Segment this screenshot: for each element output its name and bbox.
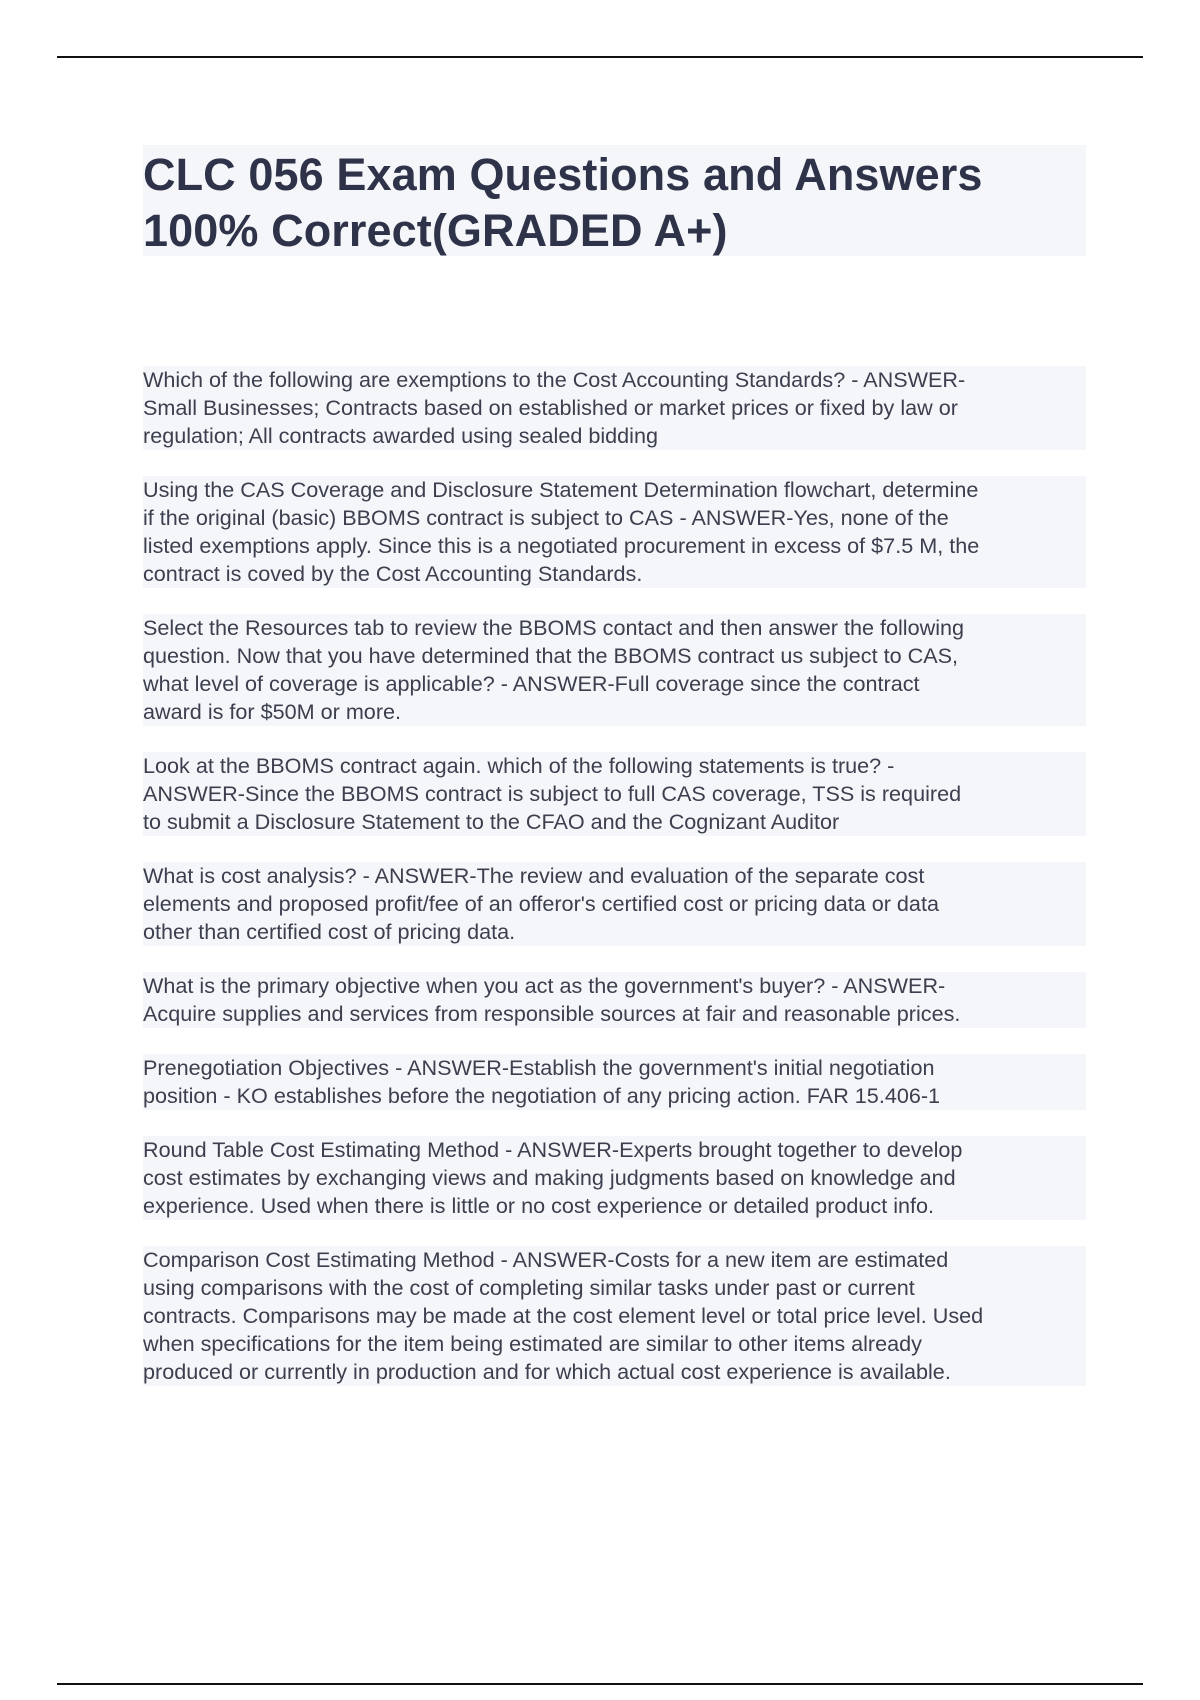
qa-item xyxy=(143,862,1086,946)
qa-line: Look at the BBOMS contract again. which of the following statements is true? - xyxy=(143,753,895,778)
qa-line: cost estimates by exchanging views and making judgments based on knowledge and xyxy=(143,1165,956,1190)
qa-line: other than certified cost of pricing data. xyxy=(143,919,516,944)
title-line: CLC 056 Exam Questions and Answers xyxy=(143,149,983,200)
header-rule xyxy=(57,56,1143,58)
qa-line: ANSWER-Since the BBOMS contract is subject to full CAS coverage, TSS is required xyxy=(143,781,962,806)
qa-line: what level of coverage is applicable? - ANSWER-Full coverage since the contract xyxy=(143,671,920,696)
qa-line: Small Businesses; Contracts based on established or market prices or fixed by law or xyxy=(143,395,958,420)
qa-line: produced or currently in production and for which actual cost experience is available. xyxy=(143,1359,951,1384)
qa-line: experience. Used when there is little or no cost experience or detailed product info. xyxy=(143,1193,935,1218)
document-title xyxy=(143,145,1086,259)
qa-line: Prenegotiation Objectives - ANSWER-Establish the government's initial negotiation xyxy=(143,1055,935,1080)
qa-line: using comparisons with the cost of completing similar tasks under past or current xyxy=(143,1275,915,1300)
qa-list xyxy=(143,366,1086,1412)
qa-item xyxy=(143,1054,1086,1110)
qa-line: Which of the following are exemptions to the Cost Accounting Standards? - ANSWER- xyxy=(143,367,966,392)
qa-line: when specifications for the item being estimated are similar to other items already xyxy=(143,1331,922,1356)
qa-item xyxy=(143,614,1086,726)
qa-item xyxy=(143,1136,1086,1220)
qa-line: question. Now that you have determined that the BBOMS contract us subject to CAS, xyxy=(143,643,958,668)
qa-line: Using the CAS Coverage and Disclosure Statement Determination flowchart, determine xyxy=(143,477,979,502)
qa-line: contracts. Comparisons may be made at the cost element level or total price level. Used xyxy=(143,1303,984,1328)
title-line: 100% Correct(GRADED A+) xyxy=(143,205,728,256)
qa-line: What is the primary objective when you act as the government's buyer? - ANSWER- xyxy=(143,973,946,998)
qa-item xyxy=(143,972,1086,1028)
qa-line: Select the Resources tab to review the BBOMS contact and then answer the following xyxy=(143,615,965,640)
qa-line: What is cost analysis? - ANSWER-The review and evaluation of the separate cost xyxy=(143,863,925,888)
qa-line: listed exemptions apply. Since this is a negotiated procurement in excess of $7.5 M, the xyxy=(143,533,980,558)
qa-item xyxy=(143,752,1086,836)
qa-item xyxy=(143,476,1086,588)
qa-line: Acquire supplies and services from responsible sources at fair and reasonable prices. xyxy=(143,1001,961,1026)
qa-item xyxy=(143,366,1086,450)
qa-item xyxy=(143,1246,1086,1386)
title-block xyxy=(143,145,1086,256)
qa-line: if the original (basic) BBOMS contract is subject to CAS - ANSWER-Yes, none of the xyxy=(143,505,949,530)
qa-line: elements and proposed profit/fee of an offeror's certified cost or pricing data or data xyxy=(143,891,939,916)
qa-line: regulation; All contracts awarded using sealed bidding xyxy=(143,423,658,448)
qa-line: Round Table Cost Estimating Method - ANSWER-Experts brought together to develop xyxy=(143,1137,963,1162)
footer-rule xyxy=(57,1683,1143,1685)
qa-line: contract is coved by the Cost Accounting Standards. xyxy=(143,561,643,586)
qa-line: Comparison Cost Estimating Method - ANSWER-Costs for a new item are estimated xyxy=(143,1247,949,1272)
qa-line: to submit a Disclosure Statement to the CFAO and the Cognizant Auditor xyxy=(143,809,840,834)
qa-line: position - KO establishes before the negotiation of any pricing action. FAR 15.406-1 xyxy=(143,1083,941,1108)
qa-line: award is for $50M or more. xyxy=(143,699,402,724)
